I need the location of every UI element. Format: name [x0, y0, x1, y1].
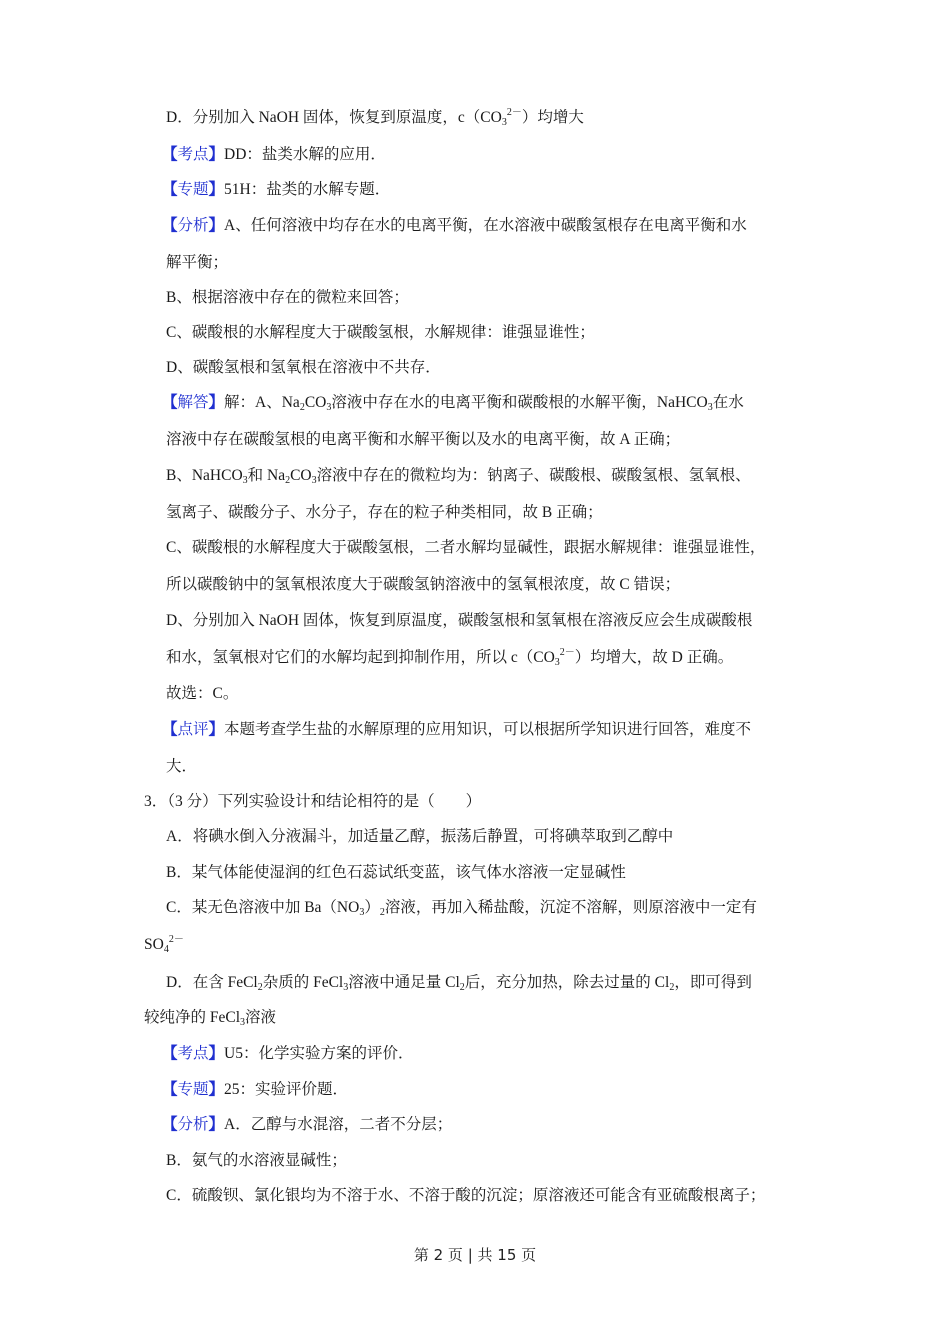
page-footer: 第 2 页 | 共 15 页 [413, 1246, 537, 1264]
text-line: D．在含 FeCl$_2$杂质的 FeCl$_3$溶液中通足量 $Cl_2$后，充分加热，除去过量的 $Cl_2$，即可得到 [166, 974, 752, 993]
text-line: 【专题】25：实验评价题． [162, 1081, 349, 1098]
section-tag: 【考点】 [162, 1045, 225, 1062]
section-tag: 【专题】 [162, 181, 225, 198]
text-line: 较纯净的 FeCl$_3$溶液 [144, 1009, 277, 1028]
text-line: 解平衡； [166, 254, 229, 271]
text-line: 溶液中存在碳酸氢根的电离平衡和水解平衡以及水的电离平衡，故 A 正确； [166, 431, 681, 448]
text-line: B、NaHCO$_3$和 $Na_2CO_3$溶液中存在的微粒均为：钠离子、碳酸根、碳酸氢根、氢氧根、 [166, 467, 751, 486]
text-line: C．某无色溶液中加 $Ba(NO_3)_2$溶液，再加入稀盐酸，沉淀不溶解，则原溶液中一定有 [166, 899, 757, 918]
text-line: B．氨气的水溶液显碱性； [166, 1152, 347, 1169]
text-line: B、根据溶液中存在的微粒来回答； [166, 289, 409, 306]
text-line: 【专题】51H：盐类的水解专题． [162, 181, 391, 198]
text-line: B．某气体能使湿润的红色石蕊试纸变蓝，该气体水溶液一定显碱性 [166, 864, 626, 881]
text-line: 【考点】U5：化学实验方案的评价． [162, 1045, 414, 1062]
text-line: 所以碳酸钠中的氢氧根浓度大于碳酸氢钠溶液中的氢氧根浓度，故 C 错误； [166, 576, 681, 593]
text-line: D、分别加入 NaOH 固体，恢复到原温度，碳酸氢根和氢氧根在溶液反应会生成碳酸根 [166, 612, 753, 629]
section-tag: 【考点】 [162, 146, 225, 163]
section-tag: 【解答】 [162, 394, 225, 411]
section-tag: 【分析】 [162, 1116, 225, 1133]
text-line: A．将碘水倒入分液漏斗，加适量乙醇，振荡后静置，可将碘萃取到乙醇中 [166, 828, 674, 845]
text-line: C、碳酸根的水解程度大于碳酸氢根，二者水解均显碱性，跟据水解规律：谁强显谁性， [166, 539, 766, 556]
text-line: 大． [166, 758, 198, 775]
section-tag: 【专题】 [162, 1081, 225, 1098]
text-line: C、碳酸根的水解程度大于碳酸氢根，水解规律：谁强显谁性； [166, 324, 595, 341]
text-line: 氢离子、碳酸分子、水分子，存在的粒子种类相同，故 B 正确； [166, 504, 603, 521]
text-line: 【分析】A、任何溶液中均存在水的电离平衡，在水溶液中碳酸氢根存在电离平衡和水 [162, 217, 747, 234]
text-line: C．硫酸钡、氯化银均为不溶于水、不溶于酸的沉淀；原溶液还可能含有亚硫酸根离子； [166, 1187, 766, 1204]
section-tag: 【分析】 [162, 217, 225, 234]
text-line: 和水，氢氧根对它们的水解均起到抑制作用，所以 $c(CO_3^{2-})$均增大，故 D 正确。 [166, 647, 734, 668]
text-line: D．分别加入 NaOH 固体，恢复到原温度，$c(CO_3^{2-})$均增大 [166, 107, 584, 128]
text-line: 【分析】A．乙醇与水混溶，二者不分层； [162, 1116, 453, 1133]
text-line: 3．（3 分）下列实验设计和结论相符的是（ ） [144, 793, 482, 810]
text-line: 【解答】解：A、$Na_2CO_3$溶液中存在水的电离平衡和碳酸根的水解平衡，NaHCO$_3$在水 [162, 394, 744, 413]
text-line: 【考点】DD：盐类水解的应用． [162, 146, 386, 163]
section-tag: 【点评】 [162, 721, 225, 738]
text-line: D、碳酸氢根和氢氧根在溶液中不共存． [166, 359, 441, 376]
text-line: 【点评】本题考查学生盐的水解原理的应用知识，可以根据所学知识进行回答，难度不 [162, 721, 752, 738]
text-line: 故选：C。 [166, 685, 239, 702]
text-line: $SO_4^{2-}$ [144, 934, 184, 955]
